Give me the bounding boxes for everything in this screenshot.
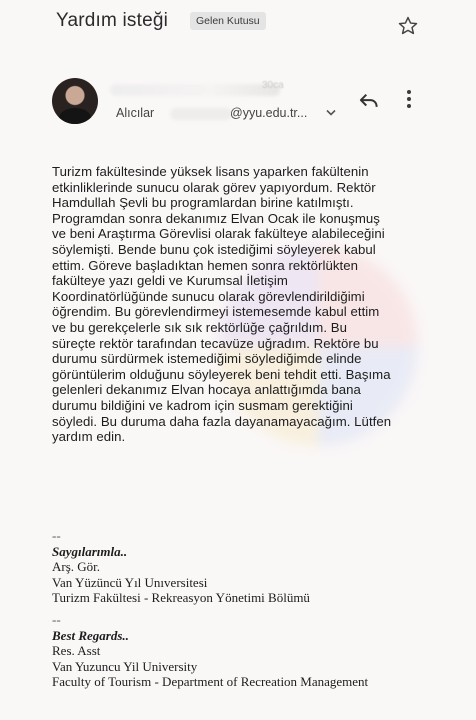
signature-title: Arş. Gör. (52, 559, 101, 575)
signature-department: Turizm Fakültesi - Rekreasyon Yönetimi Bölümü (52, 590, 310, 606)
sender-row (0, 72, 476, 132)
reply-icon[interactable] (358, 92, 380, 110)
signature-closing: Saygılarımla.. (52, 543, 128, 559)
signature-separator: -- (52, 528, 61, 543)
sender-avatar[interactable] (52, 78, 98, 124)
email-subject: Yardım isteği (56, 10, 169, 31)
inbox-label-chip[interactable]: Gelen Kutusu (190, 12, 266, 30)
signature-title: Res. Asst (52, 643, 101, 659)
sender-name-redacted (110, 84, 280, 96)
chevron-down-icon[interactable] (326, 109, 336, 117)
more-vert-icon[interactable] (404, 90, 414, 112)
recipients-domain[interactable]: @yyu.edu.tr... (230, 106, 308, 120)
signature-closing: Best Regards.. (52, 627, 129, 643)
recipient-redacted (170, 108, 232, 120)
email-time: 30ca (262, 80, 284, 91)
signature-department: Faculty of Tourism - Department of Recreation Management (52, 674, 369, 690)
signature-separator: -- (52, 612, 61, 627)
email-body-paragraph: Turizm fakültesinde yüksek lisans yaparken fakültenin etkinliklerinde sunucu olarak görev yapıyordum. Rektör Hamdullah Şevli bu programlardan birine katılmıştı. Programdan sonra dekanımız Elvan Ocak ile konuşmuş ve beni Araştırma Görevlisi olarak fakülteye alabileceğini söylemişti. Bende bunu çok istediğimi söyleyerek kabul ettim. Göreve başladıktan hemen sonra rektörlükten fakülteye yazı geldi ve Kurumsal İletişim Koordinatörlüğünde sunucu olarak görevlendirildiğimi öğrendim. Bu görevlendirmeyi istemesemde kabul ettim ve bu gerekçelerle sık sık rektörlüğe çağrıldım. Bu süreçte rektör tarafından tecavüze uğradım. Rektöre bu durumu sürdürmek istemediğimi söylediğimde elinde görüntülerim olduğunu söyleyerek beni tehdit etti. Başıma gelenleri dekanımız Elvan hocaya anlattığımda bana durumu bildiğini ve kadrom için susmam gerektiğini söyledi. Bu duruma daha fazla dayanamayacağım. Lütfen yardım edin. (52, 164, 392, 445)
star-icon[interactable] (397, 15, 419, 37)
email-body (52, 164, 392, 445)
recipients-label[interactable]: Alıcılar (116, 106, 155, 120)
signature-university: Van Yüzüncü Yıl Unıversitesi (52, 574, 208, 590)
email-header (0, 0, 476, 50)
signature-english (52, 612, 432, 690)
signature-turkish (52, 528, 432, 606)
signature-university: Van Yuzuncu Yil University (52, 658, 198, 674)
